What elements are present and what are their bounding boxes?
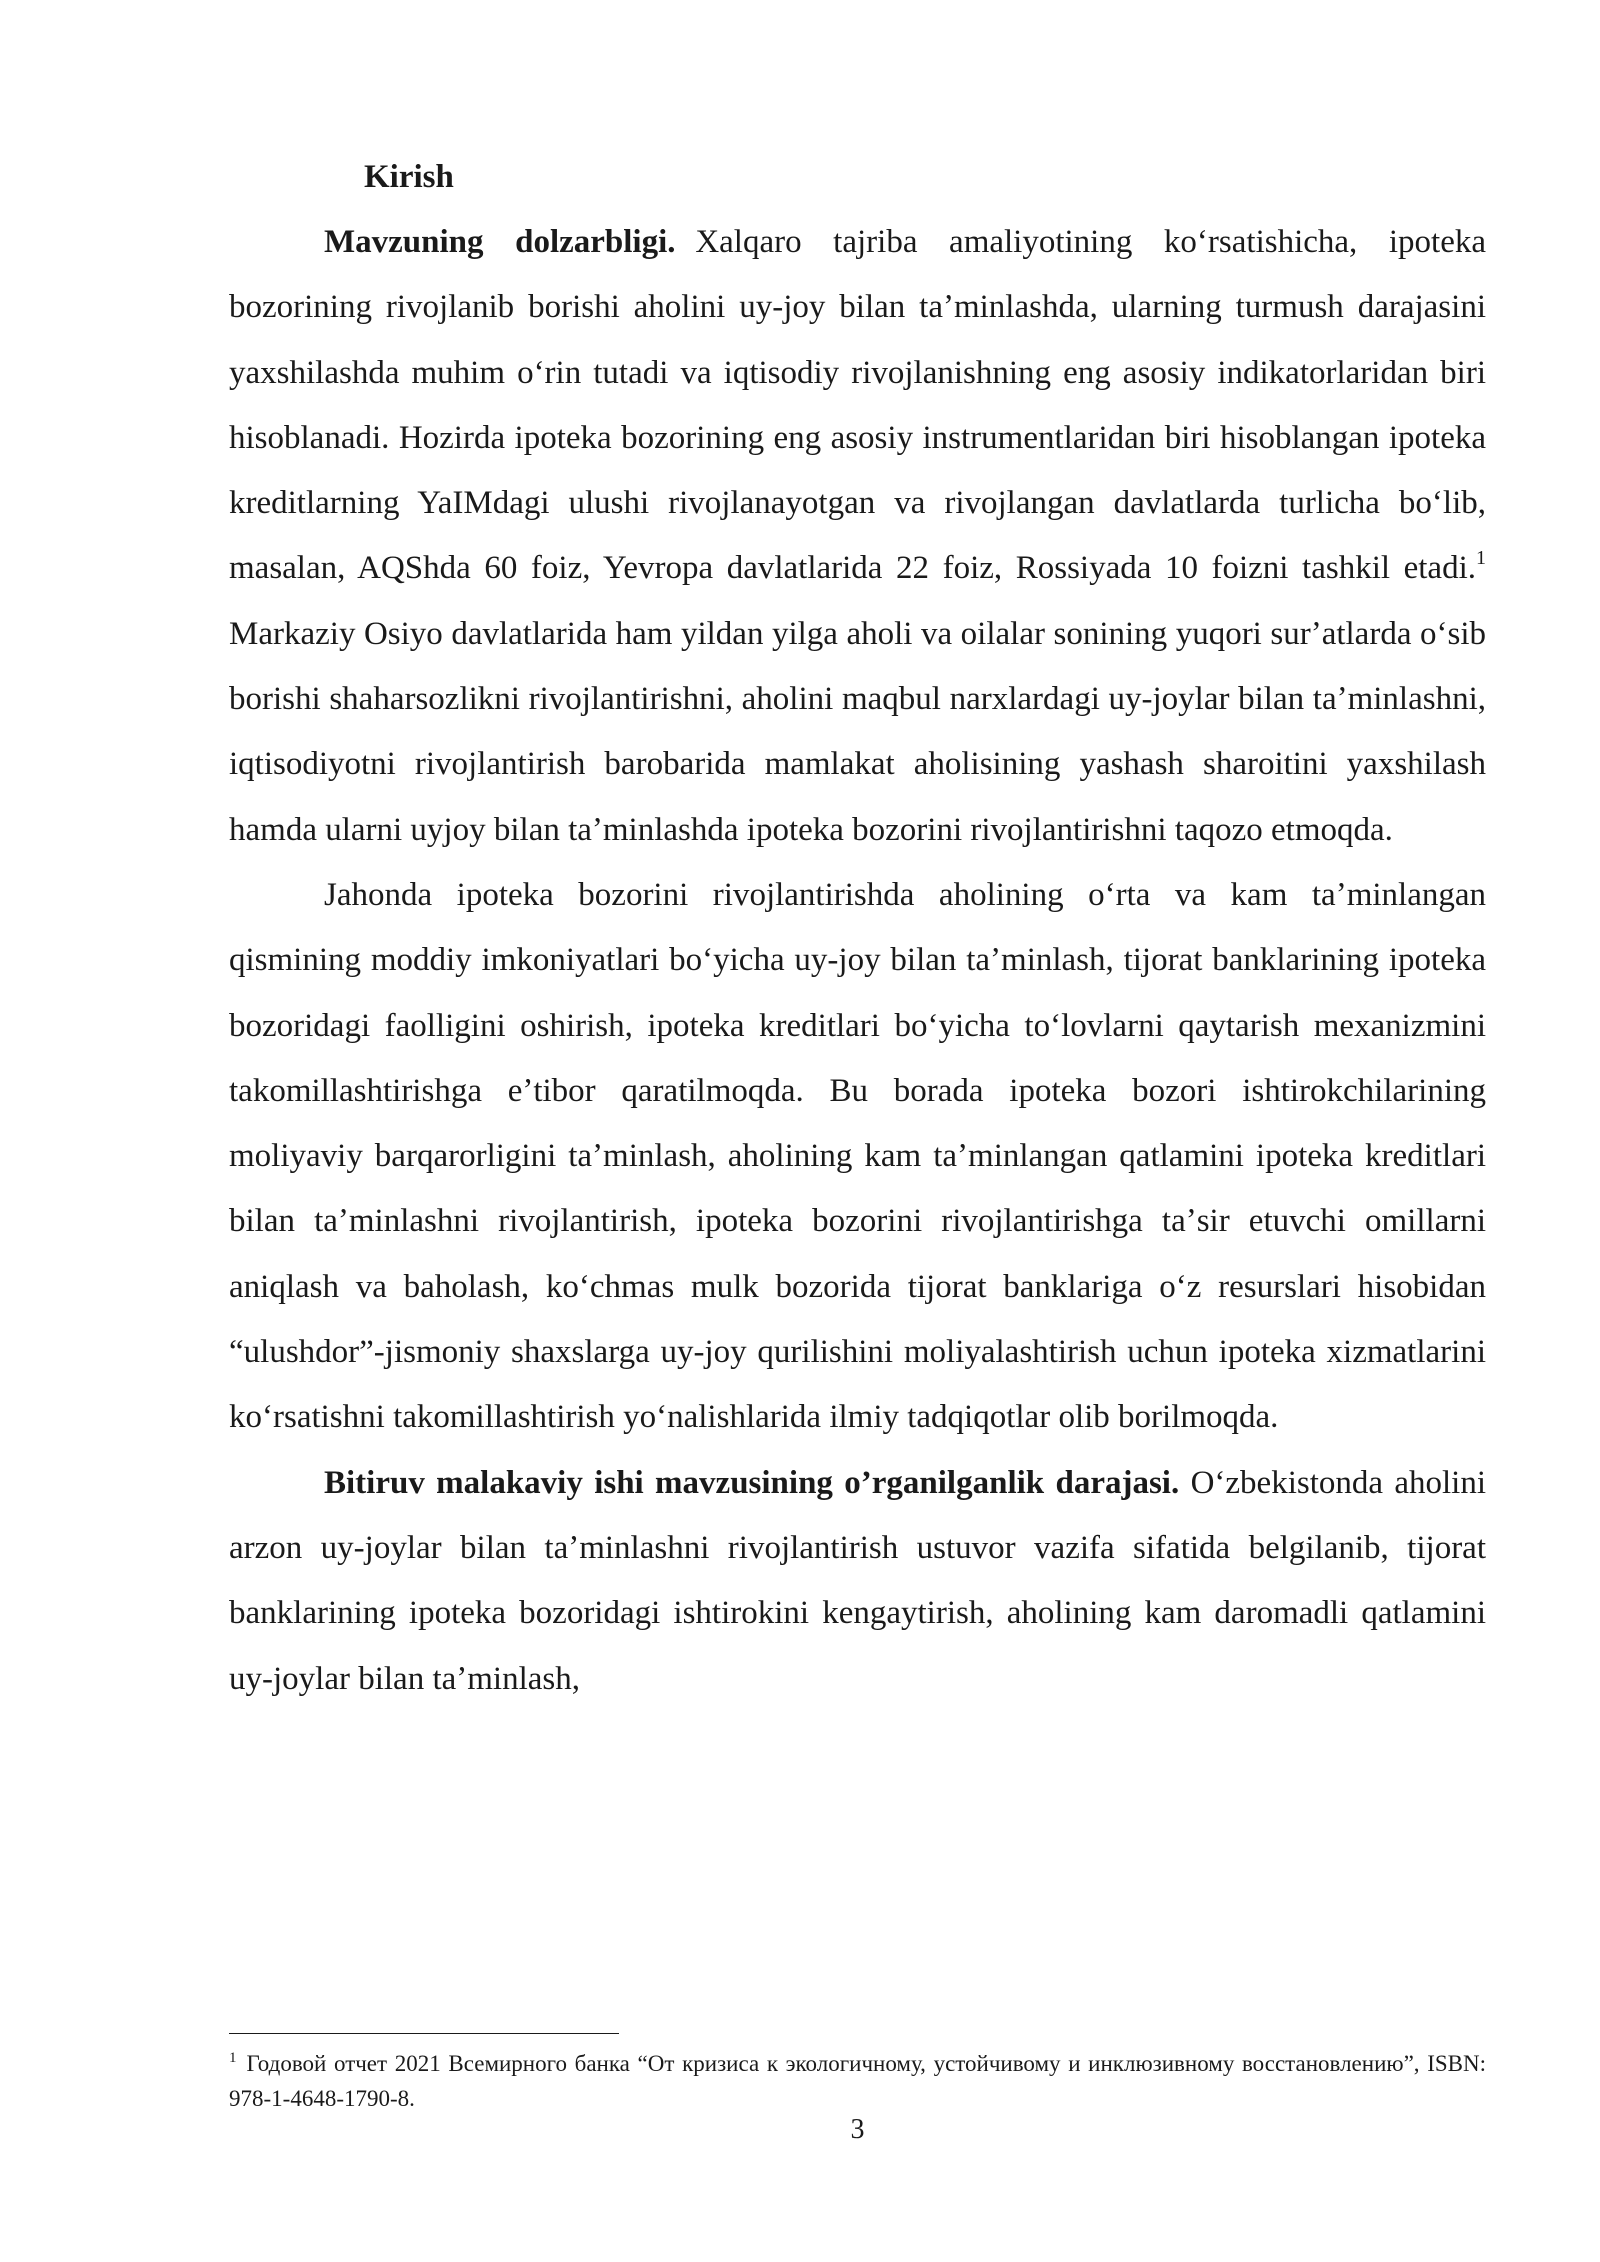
paragraph-world-practice: Jahonda ipoteka bozorini rivojlantirishda aholining oʻrta va kam taʼminlangan qismining moddiy imkoniyatlari boʻyicha uy-joy bilan taʼminlash, tijorat banklarining ipoteka bozoridagi faolligini oshirish, ipoteka kreditlari boʻyicha toʻlovlarni qaytarish mexanizmini takomillashtirishga eʼtibor qaratilmoqda. Bu borada ipoteka bozori ishtirokchilarining moliyaviy barqarorligini taʼminlash, aholining kam taʼminlangan qatlamini ipoteka kreditlari bilan taʼminlashni rivojlantirish, ipoteka bozorini rivojlantirishga taʼsir etuvchi omillarni aniqlash va baholash, koʻchmas mulk bozorida tijorat banklariga oʻz resurslari hisobidan “ulushdor”-jismoniy shaxslarga uy-joy qurilishini moliyalashtirish uchun ipoteka xizmatlarini koʻrsatishni takomillashtirish yoʻnalishlarida ilmiy tadqiqotlar olib borilmoqda. [229,876,1486,1436]
footnote [229,2046,1486,2116]
paragraph-lead: Bitiruv malakaviy ishi mavzusining o’rganilganlik darajasi. [324,1464,1180,1501]
footnote-number: 1 [229,2050,237,2066]
paragraph-relevance [229,210,1486,863]
footnote-reference[interactable]: 1 [1476,547,1486,570]
paragraph-study-level [229,1451,1486,1712]
footnote-separator [229,2033,619,2034]
body-text [229,145,1486,1712]
paragraph-text: Markaziy Osiyo davlatlarida ham yildan yilga aholi va oilalar sonining yuqori surʼatlarda oʻsib borishi shaharsozlikni rivojlantirishni, aholini maqbul narxlardagi uy-joylar bilan taʼminlashni, iqtisodiyotni rivojlantirish barobarida mamlakat aholisining yashash sharoitini yaxshilash hamda ularni uyjoy bilan taʼminlashda ipoteka bozorini rivojlantirishni taqozo etmoqda. [229,615,1486,848]
paragraph-lead: Mavzuning dolzarbligi. [324,224,676,260]
page-number: 3 [850,2114,865,2145]
section-heading: Kirish [364,159,454,195]
footnote-text: Годовой отчет 2021 Всемирного банка “От кризиса к экологичному, устойчивому и инклюзивному восстановлению”, ISBN: 978-1-4648-1790-8. [229,2051,1486,2111]
paragraph-text: Xalqaro tajriba amaliyotining koʻrsatishicha, ipoteka bozorining rivojlanib borishi aholini uy-joy bilan taʼminlashda, ularning turmush darajasini yaxshilashda muhim oʻrin tutadi va iqtisodiy rivojlanishning eng asosiy indikatorlaridan biri hisoblanadi. Hozirda ipoteka bozorining eng asosiy instrumentlaridan biri hisoblangan ipoteka kreditlarning YaIMdagi ulushi rivojlanayotgan va rivojlangan davlatlarda turlicha boʻlib, masalan, AQShda 60 foiz, Yevropa davlatlarida 22 foiz, Rossiyada 10 foizni tashkil etadi. [229,224,1486,587]
paragraph-text: Oʻzbekistonda aholini arzon uy-joylar bilan taʼminlashni rivojlantirish ustuvor vazifa sifatida belgilanib, tijorat banklarining ipoteka bozoridagi ishtirokini kengaytirish, aholining kam daromadli qatlamini uy-joylar bilan taʼminlash, [229,1464,1487,1697]
